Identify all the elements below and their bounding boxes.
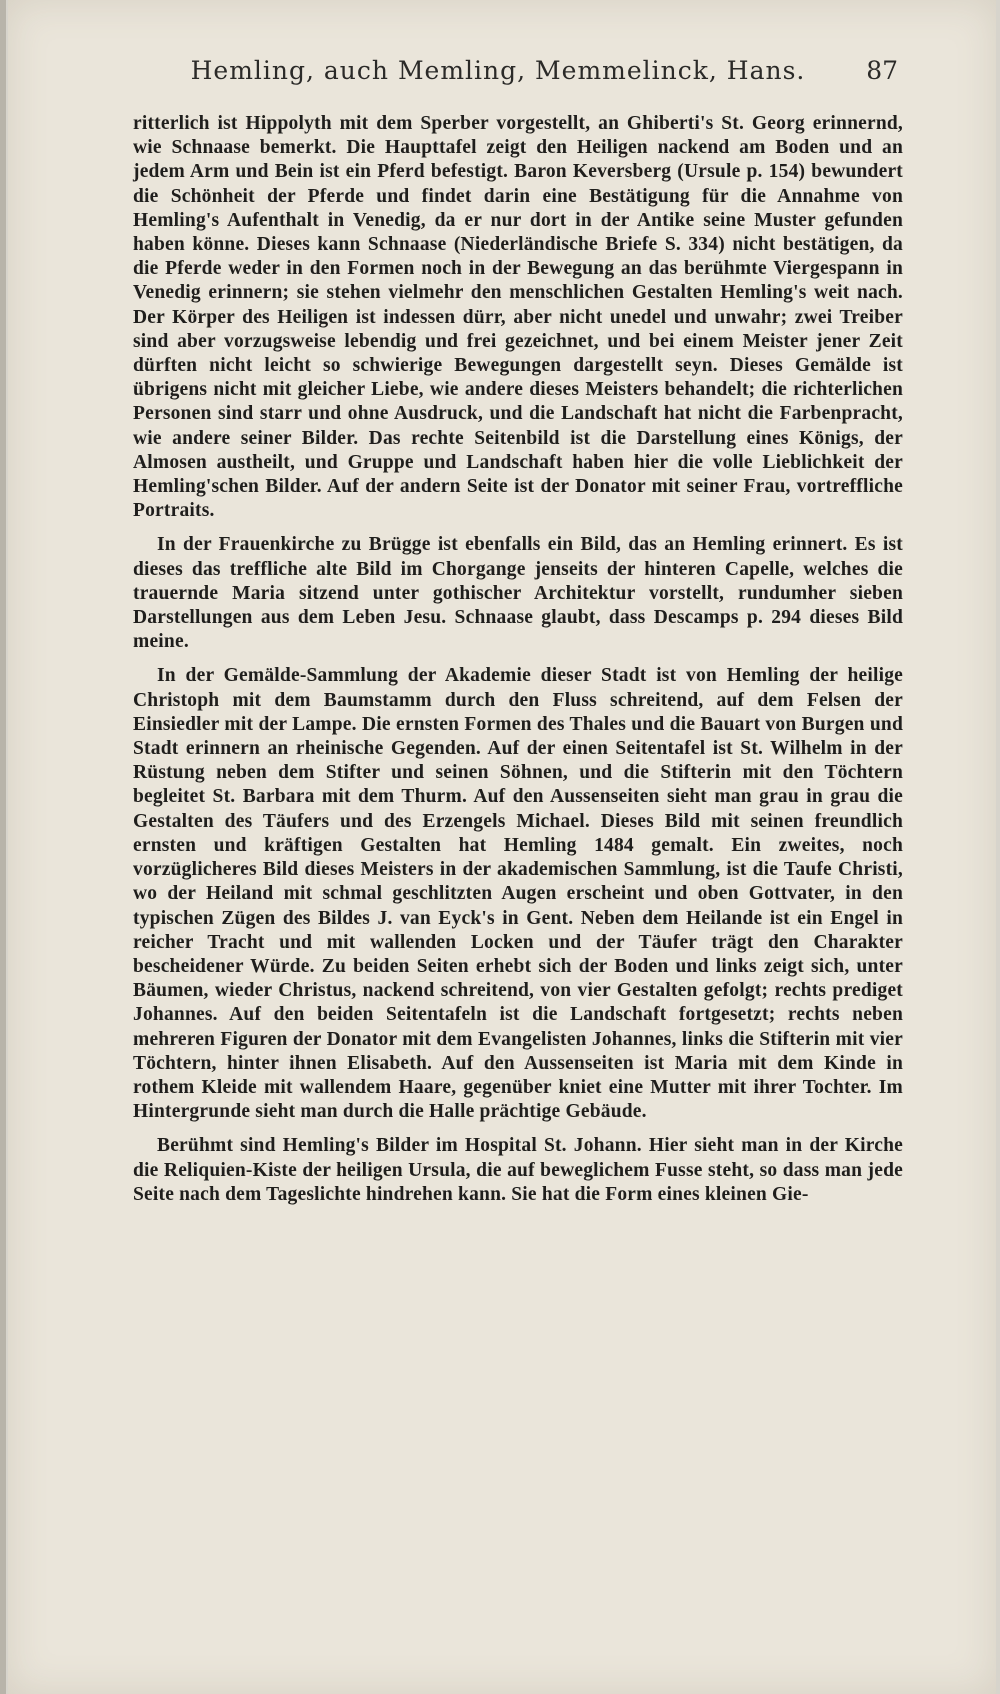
page-edge	[0, 0, 6, 1694]
running-title: Hemling, auch Memling, Memmelinck, Hans.	[190, 56, 806, 85]
book-page	[8, 0, 996, 1694]
paragraph-4: Berühmt sind Hemling's Bilder im Hospital St. Johann. Hier sieht man in der Kirche die Reliquien-Kiste der heiligen Ursula, die auf beweglichem Fusse steht, so dass man jede Seite nach dem Tageslichte hindrehen kann. Sie hat die Form eines kleinen Gie-	[133, 1135, 903, 1205]
page-header	[138, 56, 898, 96]
body-text	[133, 112, 903, 1217]
paragraph-1: ritterlich ist Hippolyth mit dem Sperber vorgestellt, an Ghiberti's St. Georg erinnernd, wie Schnaase bemerkt. Die Haupttafel zeigt den Heiligen nackend am Boden und an jedem Arm und Bein ist ein Pferd befestigt. Baron Keversberg (Ursule p. 154) bewundert die Schönheit der Pferde und findet darin eine Bestätigung für die Annahme von Hemling's Aufenthalt in Venedig, da er nur dort in der Antike seine Muster gefunden haben könne. Dieses kann Schnaase (Niederländische Briefe S. 334) nicht bestätigen, da die Pferde weder in den Formen noch in der Bewegung an das berühmte Viergespann in Venedig erinnern; sie stehen vielmehr den menschlichen Gestalten Hemling's weit nach. Der Körper des Heiligen ist indessen dürr, aber nicht unedel und unwahr; zwei Treiber sind aber vorzugsweise lebendig und frei gezeichnet, und bei einem Meister jener Zeit dürften nicht leicht so schwierige Bewegungen dargestellt seyn. Dieses Gemälde ist übrigens nicht mit gleicher Liebe, wie andere dieses Meisters behandelt; die richterlichen Personen sind starr und ohne Ausdruck, und die Landschaft hat nicht die Farbenpracht, wie andere seiner Bilder. Das rechte Seitenbild ist die Darstellung eines Königs, der Almosen austheilt, und Gruppe und Landschaft haben hier die volle Lieblichkeit der Hemling'schen Bilder. Auf der andern Seite ist der Donator mit seiner Frau, vortreffliche Portraits.	[133, 113, 903, 522]
page-number: 87	[866, 56, 898, 85]
paragraph-2: In der Frauenkirche zu Brügge ist ebenfalls ein Bild, das an Hemling erinnert. Es ist dieses das treffliche alte Bild im Chorgange jenseits der hinteren Capelle, welches die trauernde Maria sitzend unter gothischer Architektur vorstellt, rundumher sieben Darstellungen aus dem Leben Jesu. Schnaase glaubt, dass Descamps p. 294 dieses Bild meine.	[133, 534, 903, 653]
paragraph-3: In der Gemälde-Sammlung der Akademie dieser Stadt ist von Hemling der heilige Christoph mit dem Baumstamm durch den Fluss schreitend, auf dem Felsen der Einsiedler mit der Lampe. Die ernsten Formen des Thales und die Bauart von Burgen und Stadt erinnern an rheinische Gegenden. Auf der einen Seitentafel ist St. Wilhelm in der Rüstung neben dem Stifter und seinen Söhnen, und die Stifterin mit den Töchtern begleitet St. Barbara mit dem Thurm. Auf den Aussenseiten sieht man grau in grau die Gestalten des Täufers und des Erzengels Michael. Dieses Bild mit seinen freundlich ernsten und kräftigen Gestalten hat Hemling 1484 gemalt. Ein zweites, noch vorzüglicheres Bild dieses Meisters in der akademischen Sammlung, ist die Taufe Christi, wo der Heiland mit schmal geschlitzten Augen erscheint und oben Gottvater, in den typischen Zügen des Bildes J. van Eyck's in Gent. Neben dem Heilande ist ein Engel in reicher Tracht und mit wallenden Locken und der Täufer trägt den Charakter bescheidener Würde. Zu beiden Seiten erhebt sich der Boden und links zeigt sich, unter Bäumen, wieder Christus, nackend schreitend, von vier Gestalten gefolgt; rechts prediget Johannes. Auf den beiden Seitentafeln ist die Landschaft fortgesetzt; rechts neben mehreren Figuren der Donator mit dem Evangelisten Johannes, links die Stifterin mit vier Töchtern, hinter ihnen Elisabeth. Auf den Aussenseiten ist Maria mit dem Kinde in rothem Kleide mit wallendem Haare, gegenüber kniet eine Mutter mit ihrer Tochter. Im Hintergrunde sieht man durch die Halle prächtige Gebäude.	[133, 665, 903, 1123]
